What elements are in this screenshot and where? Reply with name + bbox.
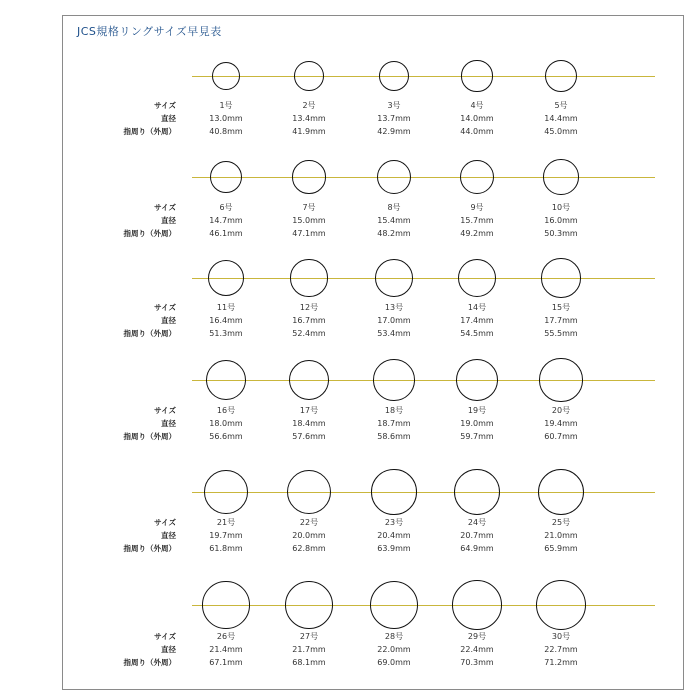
ring-circle (210, 161, 243, 194)
ring-circumference-value: 58.6mm (377, 432, 411, 441)
ring-info (269, 201, 349, 240)
ring-size-value: 16号 (216, 406, 236, 415)
ring-circumference-value: 61.8mm (209, 544, 243, 553)
ring-diameter-value: 15.7mm (460, 216, 494, 225)
row-labels (63, 404, 176, 443)
ring-circumference-value: 45.0mm (544, 127, 578, 136)
ring-info (269, 516, 349, 555)
ring-circle (285, 581, 333, 629)
ring-size-value: 4号 (470, 101, 484, 110)
ring-circle (541, 258, 580, 297)
size-label: サイズ (154, 101, 176, 110)
ring-size-value: 21号 (216, 518, 236, 527)
ring-circumference-value: 57.6mm (292, 432, 326, 441)
ring-size-value: 15号 (551, 303, 571, 312)
ring-size-value: 20号 (551, 406, 571, 415)
ring-info (521, 630, 601, 669)
ring-diameter-value: 22.7mm (544, 645, 578, 654)
row-labels (63, 516, 176, 555)
ring-circumference-value: 56.6mm (209, 432, 243, 441)
ring-size-value: 27号 (299, 632, 319, 641)
ring-info (354, 516, 434, 555)
ring-circumference-value: 42.9mm (377, 127, 411, 136)
ring-circumference-value: 59.7mm (460, 432, 494, 441)
ring-circle (545, 60, 577, 92)
ring-size-value: 18号 (384, 406, 404, 415)
ring-size-value: 13号 (384, 303, 404, 312)
ring-diameter-value: 20.7mm (460, 531, 494, 540)
ring-diameter-value: 19.0mm (460, 419, 494, 428)
ring-circle (538, 469, 585, 516)
diameter-label: 直径 (161, 531, 176, 540)
ring-circumference-value: 54.5mm (460, 329, 494, 338)
ring-circumference-value: 70.3mm (460, 658, 494, 667)
ring-size-value: 3号 (387, 101, 401, 110)
ring-diameter-value: 15.4mm (377, 216, 411, 225)
ring-size-value: 22号 (299, 518, 319, 527)
circumference-label: 指周り（外周） (123, 229, 176, 238)
ring-circumference-value: 55.5mm (544, 329, 578, 338)
ring-circle (543, 159, 579, 195)
size-label: サイズ (154, 203, 176, 212)
ring-circle (460, 160, 495, 195)
ring-info (521, 99, 601, 138)
ring-size-value: 23号 (384, 518, 404, 527)
diameter-label: 直径 (161, 645, 176, 654)
size-label: サイズ (154, 518, 176, 527)
ring-circumference-value: 71.2mm (544, 658, 578, 667)
ring-diameter-value: 18.7mm (377, 419, 411, 428)
ring-diameter-value: 22.4mm (460, 645, 494, 654)
ring-info (437, 516, 517, 555)
row-labels (63, 630, 176, 669)
ring-diameter-value: 21.4mm (209, 645, 243, 654)
ring-diameter-value: 18.0mm (209, 419, 243, 428)
ring-circumference-value: 49.2mm (460, 229, 494, 238)
ring-size-value: 29号 (467, 632, 487, 641)
guide-line (192, 380, 655, 381)
ring-size-value: 14号 (467, 303, 487, 312)
ring-circumference-value: 68.1mm (292, 658, 326, 667)
ring-circle (202, 581, 250, 629)
ring-diameter-value: 13.4mm (292, 114, 326, 123)
row-labels (63, 99, 176, 138)
ring-circle (539, 358, 582, 401)
ring-circumference-value: 67.1mm (209, 658, 243, 667)
ring-circumference-value: 69.0mm (377, 658, 411, 667)
ring-info (354, 301, 434, 340)
ring-diameter-value: 13.7mm (377, 114, 411, 123)
ring-circumference-value: 60.7mm (544, 432, 578, 441)
ring-circle (290, 259, 327, 296)
ring-info (354, 404, 434, 443)
circumference-label: 指周り（外周） (123, 544, 176, 553)
ring-circle (206, 360, 246, 400)
circumference-label: 指周り（外周） (123, 127, 176, 136)
ring-size-value: 30号 (551, 632, 571, 641)
ring-row (63, 475, 683, 575)
ring-row (63, 366, 683, 466)
ring-size-value: 26号 (216, 632, 236, 641)
ring-size-value: 17号 (299, 406, 319, 415)
ring-info (521, 404, 601, 443)
ring-circle (452, 580, 502, 630)
ring-size-value: 1号 (219, 101, 233, 110)
ring-circumference-value: 63.9mm (377, 544, 411, 553)
ring-diameter-value: 18.4mm (292, 419, 326, 428)
ring-info (437, 404, 517, 443)
ring-info (186, 201, 266, 240)
circumference-label: 指周り（外周） (123, 658, 176, 667)
size-label: サイズ (154, 632, 176, 641)
ring-circumference-value: 41.9mm (292, 127, 326, 136)
ring-circumference-value: 40.8mm (209, 127, 243, 136)
ring-info (437, 630, 517, 669)
ring-size-value: 11号 (216, 303, 236, 312)
ring-circle (212, 62, 241, 91)
ring-row (63, 264, 683, 364)
ring-info (354, 201, 434, 240)
ring-circle (377, 160, 411, 194)
ring-circumference-value: 50.3mm (544, 229, 578, 238)
ring-info (186, 301, 266, 340)
ring-diameter-value: 21.7mm (292, 645, 326, 654)
ring-info (354, 630, 434, 669)
ring-size-value: 7号 (302, 203, 316, 212)
ring-size-value: 6号 (219, 203, 233, 212)
ring-diameter-value: 14.0mm (460, 114, 494, 123)
ring-circle (204, 470, 248, 514)
guide-line (192, 76, 655, 77)
ring-circle (536, 580, 586, 630)
ring-size-value: 19号 (467, 406, 487, 415)
ring-circumference-value: 48.2mm (377, 229, 411, 238)
ring-circle (454, 469, 500, 515)
ring-row (63, 163, 683, 263)
guide-line (192, 278, 655, 279)
ring-size-value: 2号 (302, 101, 316, 110)
ring-circle (373, 359, 415, 401)
ring-circumference-value: 47.1mm (292, 229, 326, 238)
ring-size-value: 9号 (470, 203, 484, 212)
ring-size-value: 10号 (551, 203, 571, 212)
ring-info (186, 516, 266, 555)
ring-circle (456, 359, 498, 401)
ring-circle (292, 160, 325, 193)
diameter-label: 直径 (161, 216, 176, 225)
circumference-label: 指周り（外周） (123, 329, 176, 338)
ring-circumference-value: 53.4mm (377, 329, 411, 338)
ring-diameter-value: 20.4mm (377, 531, 411, 540)
ring-circumference-value: 65.9mm (544, 544, 578, 553)
ring-circle (375, 259, 413, 297)
guide-line (192, 177, 655, 178)
ring-circle (379, 61, 409, 91)
guide-line (192, 492, 655, 493)
ring-size-value: 12号 (299, 303, 319, 312)
ring-circle (371, 469, 416, 514)
ring-row (63, 587, 683, 687)
diameter-label: 直径 (161, 114, 176, 123)
ring-circle (287, 470, 331, 514)
diameter-label: 直径 (161, 316, 176, 325)
ring-info (269, 301, 349, 340)
ring-diameter-value: 13.0mm (209, 114, 243, 123)
ring-size-value: 25号 (551, 518, 571, 527)
size-label: サイズ (154, 303, 176, 312)
ring-info (269, 404, 349, 443)
size-chart-sheet (62, 15, 684, 690)
ring-circumference-value: 64.9mm (460, 544, 494, 553)
ring-diameter-value: 16.7mm (292, 316, 326, 325)
ring-circumference-value: 52.4mm (292, 329, 326, 338)
ring-info (521, 301, 601, 340)
ring-info (437, 201, 517, 240)
row-labels (63, 201, 176, 240)
ring-circle (289, 360, 330, 401)
ring-diameter-value: 22.0mm (377, 645, 411, 654)
ring-diameter-value: 14.4mm (544, 114, 578, 123)
circumference-label: 指周り（外周） (123, 432, 176, 441)
ring-diameter-value: 16.4mm (209, 316, 243, 325)
ring-size-value: 8号 (387, 203, 401, 212)
ring-circumference-value: 62.8mm (292, 544, 326, 553)
size-label: サイズ (154, 406, 176, 415)
ring-info (437, 301, 517, 340)
ring-info (521, 201, 601, 240)
ring-diameter-value: 19.7mm (209, 531, 243, 540)
ring-info (186, 99, 266, 138)
ring-info (269, 630, 349, 669)
ring-info (269, 99, 349, 138)
ring-circle (208, 260, 244, 296)
ring-diameter-value: 17.0mm (377, 316, 411, 325)
ring-size-value: 24号 (467, 518, 487, 527)
ring-diameter-value: 17.7mm (544, 316, 578, 325)
ring-circumference-value: 46.1mm (209, 229, 243, 238)
ring-info (521, 516, 601, 555)
page-title: JCS規格リングサイズ早見表 (77, 25, 222, 38)
ring-size-value: 5号 (554, 101, 568, 110)
ring-info (186, 630, 266, 669)
ring-diameter-value: 21.0mm (544, 531, 578, 540)
ring-circle (461, 60, 492, 91)
ring-row (63, 62, 683, 162)
ring-diameter-value: 15.0mm (292, 216, 326, 225)
ring-info (186, 404, 266, 443)
ring-circumference-value: 51.3mm (209, 329, 243, 338)
diameter-label: 直径 (161, 419, 176, 428)
ring-circumference-value: 44.0mm (460, 127, 494, 136)
ring-info (437, 99, 517, 138)
ring-info (354, 99, 434, 138)
ring-circle (294, 61, 324, 91)
ring-diameter-value: 14.7mm (209, 216, 243, 225)
row-labels (63, 301, 176, 340)
ring-size-value: 28号 (384, 632, 404, 641)
ring-diameter-value: 17.4mm (460, 316, 494, 325)
ring-diameter-value: 20.0mm (292, 531, 326, 540)
ring-diameter-value: 16.0mm (544, 216, 578, 225)
ring-circle (458, 259, 497, 298)
ring-diameter-value: 19.4mm (544, 419, 578, 428)
ring-circle (370, 581, 419, 630)
